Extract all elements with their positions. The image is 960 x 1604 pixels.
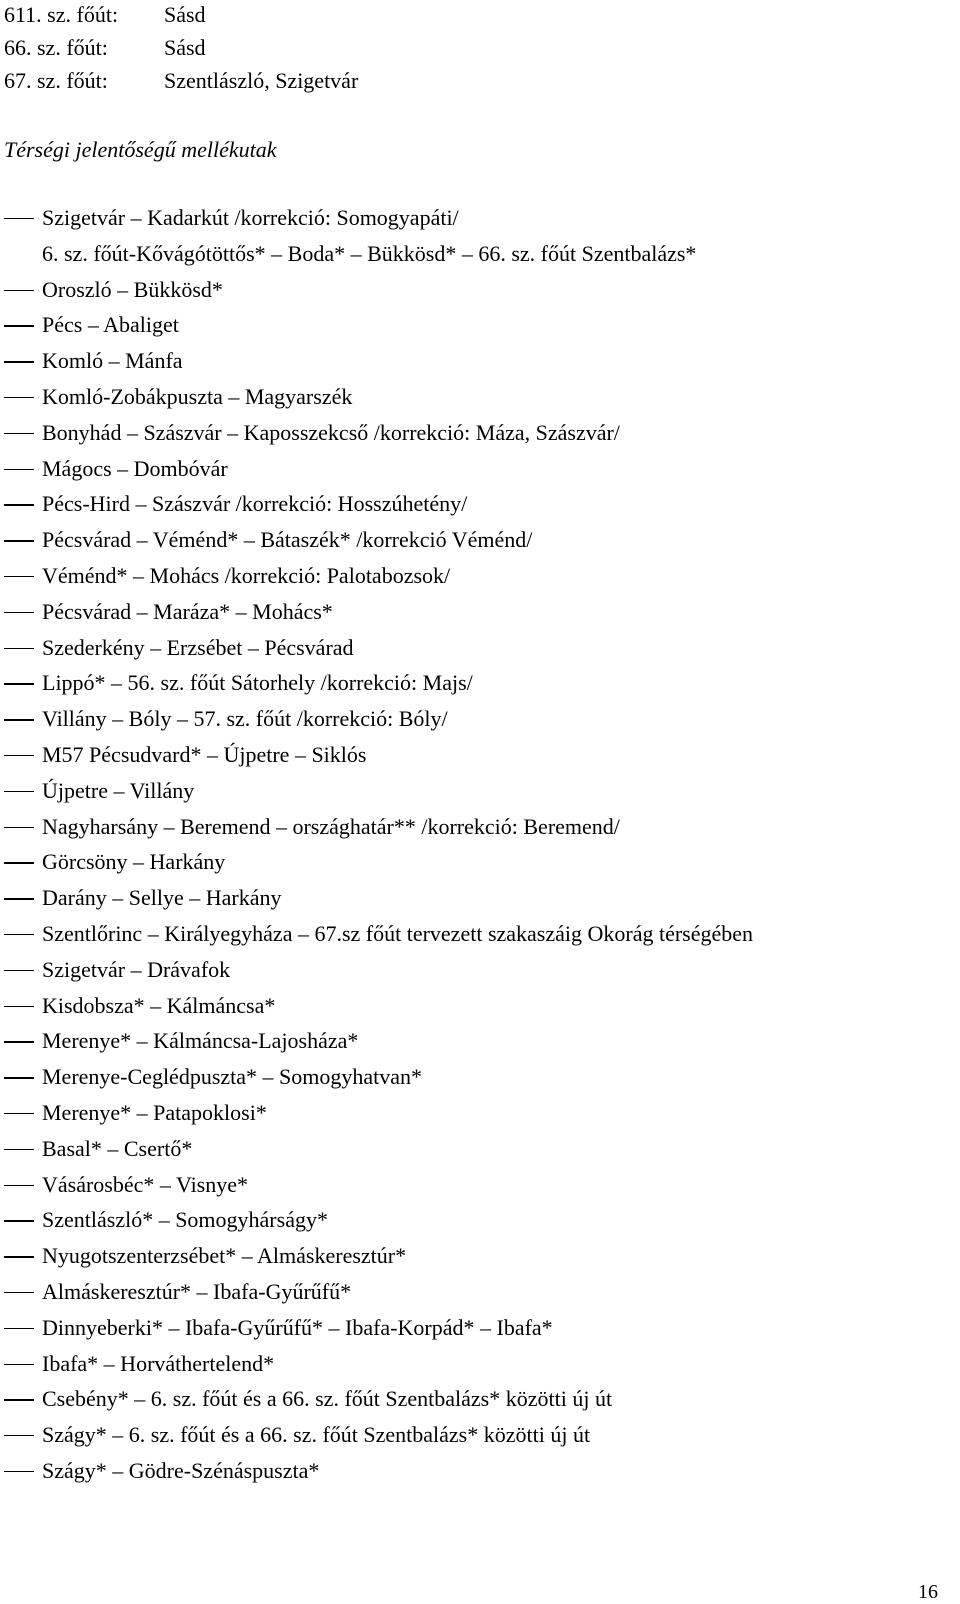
list-item (0, 1095, 958, 1131)
list-item (0, 486, 958, 522)
list-item-text: Csebény* – 6. sz. főút és a 66. sz. főút Szentbalázs* közötti új út (42, 1386, 613, 1412)
list-item (0, 558, 958, 594)
dash-bullet (4, 1185, 34, 1186)
list-item (0, 916, 958, 952)
list-item (0, 1310, 958, 1346)
list-item-text: Mágocs – Dombóvár (42, 455, 228, 481)
list-item-text: Villány – Bóly – 57. sz. főút /korrekció: Bóly/ (42, 706, 448, 732)
list-item-text: Szentlászló* – Somogyhárságy* (42, 1207, 328, 1233)
list-item (0, 701, 958, 737)
list-item (0, 272, 958, 308)
list-item (0, 1131, 958, 1167)
dash-bullet (4, 290, 34, 291)
main-road-list (4, 0, 358, 97)
list-item-text: Szigetvár – Drávafok (42, 956, 231, 982)
dash-bullet (4, 540, 34, 541)
dash-bullet (4, 1292, 34, 1293)
dash-bullet (4, 755, 34, 756)
dash-bullet (4, 1364, 34, 1365)
list-item-text: Pécs – Abaliget (42, 312, 179, 338)
list-item-text: Nagyharsány – Beremend – országhatár** /korrekció: Beremend/ (42, 813, 620, 839)
list-item-text: Szederkény – Erzsébet – Pécsvárad (42, 634, 354, 660)
list-item (0, 809, 958, 845)
list-item (0, 1023, 958, 1059)
dash-bullet (4, 325, 34, 326)
list-item-text: Merenye* – Kálmáncsa-Lajosháza* (42, 1028, 359, 1054)
dash-bullet (4, 648, 34, 649)
dash-bullet (4, 1077, 34, 1078)
dash-bullet (4, 862, 34, 863)
list-item-text: Lippó* – 56. sz. főút Sátorhely /korrekció: Majs/ (42, 670, 473, 696)
list-item (0, 1381, 958, 1417)
list-item-text: Ibafa* – Horváthertelend* (42, 1350, 275, 1376)
list-item (0, 773, 958, 809)
main-road-row-3 (4, 64, 358, 97)
list-item-text: Görcsöny – Harkány (42, 849, 226, 875)
list-item-text: Darány – Sellye – Harkány (42, 885, 282, 911)
list-item-text: Szigetvár – Kadarkút /korrekció: Somogyapáti/ 6. sz. főút-Kővágótöttős* – Boda* – Bükkösd* – 66. sz. főút Szentbalázs* (42, 205, 697, 266)
list-item-text: Oroszló – Bükkösd* (42, 276, 223, 302)
road-place: Sásd (164, 2, 206, 27)
section-title: Térségi jelentőségű mellékutak (4, 137, 277, 162)
dash-bullet (4, 719, 34, 720)
list-item-text: Újpetre – Villány (42, 777, 195, 803)
list-item-text: Szágy* – 6. sz. főút és a 66. sz. főút Szentbalázs* közötti új út (42, 1422, 591, 1448)
road-label: 67. sz. főút: (4, 68, 108, 93)
list-item-text: Véménd* – Mohács /korrekció: Palotabozsok/ (42, 562, 451, 588)
dash-bullet (4, 361, 34, 362)
dash-bullet (4, 1399, 34, 1400)
dash-bullet (4, 827, 34, 828)
dash-bullet (4, 1471, 34, 1472)
dash-bullet (4, 612, 34, 613)
list-item-text: Szágy* – Gödre-Szénáspuszta* (42, 1457, 320, 1483)
list-item (0, 988, 958, 1024)
list-item (0, 307, 958, 343)
dash-bullet (4, 934, 34, 935)
list-item-text: Pécsvárad – Maráza* – Mohács* (42, 598, 333, 624)
list-item (0, 1202, 958, 1238)
road-label: 66. sz. főút: (4, 35, 108, 60)
list-item (0, 594, 958, 630)
dash-bullet (4, 469, 34, 470)
main-road-row-2 (4, 31, 358, 64)
list-item-text: Basal* – Csertő* (42, 1135, 193, 1161)
list-item-text: Dinnyeberki* – Ibafa-Gyűrűfű* – Ibafa-Korpád* – Ibafa* (42, 1314, 553, 1340)
list-item (0, 1417, 958, 1453)
dash-bullet (4, 970, 34, 971)
dash-bullet (4, 1256, 34, 1257)
list-item (0, 844, 958, 880)
dash-bullet (4, 218, 34, 219)
road-place: Szentlászló, Szigetvár (164, 68, 359, 93)
dash-bullet (4, 504, 34, 505)
dash-bullet (4, 397, 34, 398)
list-item (0, 1238, 958, 1274)
dash-bullet (4, 1041, 34, 1042)
list-item (0, 200, 958, 272)
list-item-text: Pécs-Hird – Szászvár /korrekció: Hosszúhetény/ (42, 491, 468, 517)
road-label: 611. sz. főút: (4, 2, 119, 27)
list-item (0, 630, 958, 666)
list-item (0, 737, 958, 773)
list-item (0, 880, 958, 916)
dash-bullet (4, 1435, 34, 1436)
dash-bullet (4, 1149, 34, 1150)
dash-bullet (4, 791, 34, 792)
list-item-text: Komló-Zobákpuszta – Magyarszék (42, 383, 353, 409)
list-item-text: M57 Pécsudvard* – Újpetre – Siklós (42, 741, 367, 767)
main-road-row-1 (4, 0, 358, 31)
road-place: Sásd (164, 35, 206, 60)
list-item-text: Pécsvárad – Véménd* – Bátaszék* /korrekció Véménd/ (42, 527, 533, 553)
list-item-text: Almáskeresztúr* – Ibafa-Gyűrűfű* (42, 1278, 352, 1304)
page-number: 16 (918, 1581, 938, 1603)
list-item (0, 665, 958, 701)
list-item (0, 1059, 958, 1095)
list-item-text: Komló – Mánfa (42, 348, 183, 374)
list-item (0, 379, 958, 415)
list-item (0, 1274, 958, 1310)
dash-bullet (4, 1006, 34, 1007)
list-item-text: Vásárosbéc* – Visnye* (42, 1171, 249, 1197)
list-item (0, 343, 958, 379)
list-item-text: Nyugotszenterzsébet* – Almáskeresztúr* (42, 1243, 407, 1269)
list-item-text: Bonyhád – Szászvár – Kaposszekcső /korrekció: Máza, Szászvár/ (42, 419, 620, 445)
dash-bullet (4, 1113, 34, 1114)
list-item (0, 1346, 958, 1382)
list-item (0, 451, 958, 487)
list-item (0, 1167, 958, 1203)
dash-bullet (4, 1328, 34, 1329)
secondary-road-list (0, 200, 958, 1489)
list-item-text: Szentlőrinc – Királyegyháza – 67.sz főút tervezett szakaszáig Okorág térségében (42, 920, 754, 946)
dash-bullet (4, 576, 34, 577)
dash-bullet (4, 683, 34, 684)
list-item (0, 415, 958, 451)
list-item-text: Merenye-Ceglédpuszta* – Somogyhatvan* (42, 1064, 423, 1090)
dash-bullet (4, 1220, 34, 1221)
list-item-text: Merenye* – Patapoklosi* (42, 1099, 267, 1125)
list-item-text: Kisdobsza* – Kálmáncsa* (42, 992, 276, 1018)
list-item (0, 522, 958, 558)
dash-bullet (4, 433, 34, 434)
list-item (0, 1453, 958, 1489)
dash-bullet (4, 898, 34, 899)
list-item (0, 952, 958, 988)
